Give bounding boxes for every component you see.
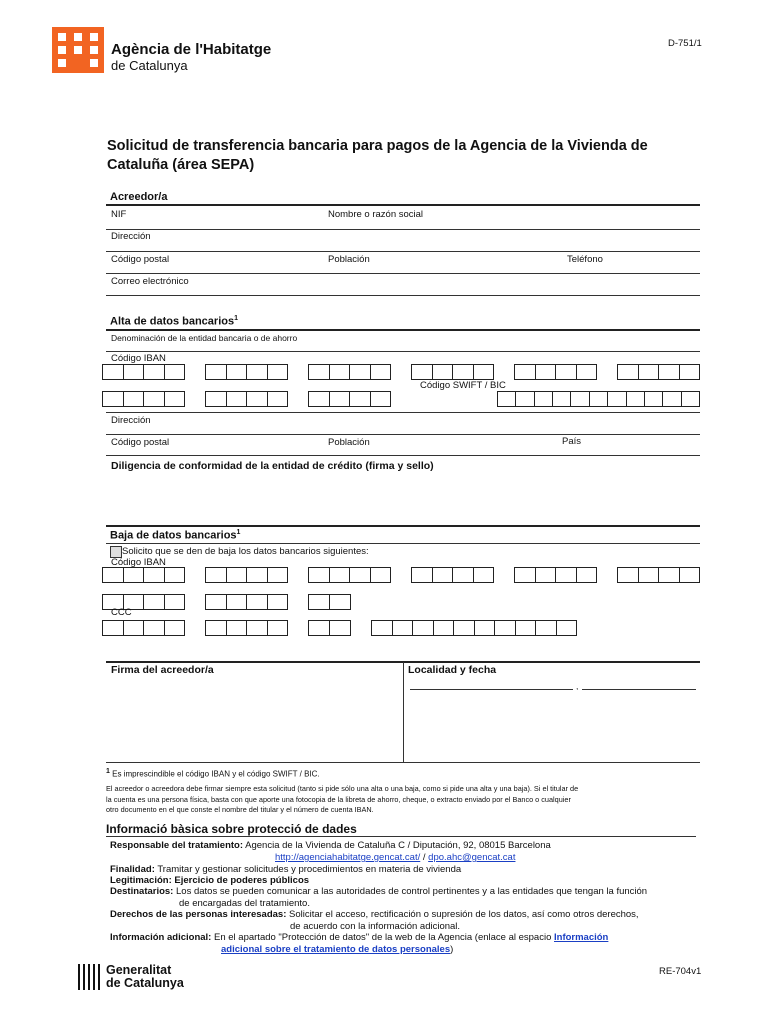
adicional-close: ) (450, 944, 454, 955)
alta-codigo-postal-label: Código postal (111, 437, 170, 448)
proteccion-heading: Informació bàsica sobre protecció de dades (106, 822, 357, 836)
firma-vertical-divider (403, 662, 404, 762)
iban-input-group-6[interactable] (617, 364, 700, 380)
alta-poblacion-label: Población (328, 437, 370, 448)
baja-iban-group-5[interactable] (514, 567, 597, 583)
diligencia-label: Diligencia de conformidad de la entidad de crédito (firma y sello) (111, 460, 434, 472)
divider (106, 762, 700, 763)
derechos-text: Solicitar el acceso, rectificación o supresión de los datos, así como otros derechos, (289, 909, 639, 920)
divider (106, 204, 700, 206)
divider (106, 329, 700, 331)
generalitat-line2: de Catalunya (106, 976, 184, 990)
responsable-row (110, 840, 551, 851)
baja-iban-group-4[interactable] (411, 567, 494, 583)
baja-iban-group-8[interactable] (205, 594, 288, 610)
fecha-line (582, 689, 696, 690)
org-name-line1: Agència de l'Habitatge (111, 41, 272, 58)
alta-direccion-label: Dirección (111, 415, 151, 426)
footnote (106, 768, 320, 779)
link-separator: / (422, 852, 426, 863)
adicional-row (110, 932, 608, 943)
adicional-row-2 (221, 944, 453, 955)
footnote-text: Es imprescindible el código IBAN y el código SWIFT / BIC. (112, 769, 320, 779)
iban-input-group-3[interactable] (308, 364, 391, 380)
iban-input-group-2[interactable] (205, 364, 288, 380)
responsable-text: Agencia de la Vivienda de Cataluña C / Diputación, 92, 08015 Barcelona (245, 840, 551, 851)
baja-iban-label: Código IBAN (111, 557, 166, 568)
generalitat-logo-icon (78, 964, 100, 990)
baja-heading-text: Baja de datos bancarios (110, 529, 237, 542)
iban-input-group-7[interactable] (102, 391, 185, 407)
ccc-oficina[interactable] (205, 620, 288, 636)
finalidad-text: Tramitar y gestionar solicitudes y procedimientos en materia de vivienda (157, 864, 462, 875)
generalitat-name (106, 964, 184, 990)
informacion-adicional-link-2[interactable]: adicional sobre el tratamiento de datos personales (221, 944, 451, 955)
destinatarios-row (110, 886, 647, 897)
generalitat-line1: Generalitat (106, 963, 172, 977)
finalidad-label: Finalidad: (110, 864, 155, 875)
poblacion-label: Población (328, 254, 370, 265)
firma-label: Firma del acreedor/a (111, 664, 214, 676)
localidad-label: Localidad y fecha (408, 664, 497, 676)
iban-label: Código IBAN (111, 353, 166, 364)
baja-iban-group-2[interactable] (205, 567, 288, 583)
localidad-comma: , (576, 681, 579, 691)
telefono-label: Teléfono (567, 254, 603, 265)
divider (106, 251, 700, 252)
divider (106, 273, 700, 274)
divider (106, 412, 700, 413)
baja-iban-group-1[interactable] (102, 567, 185, 583)
links-row (275, 852, 515, 863)
footnote-ref: 1 (234, 315, 238, 322)
ccc-entidad[interactable] (102, 620, 185, 636)
footnote-number: 1 (106, 768, 110, 775)
derechos-label: Derechos de las personas interesadas: (110, 909, 287, 920)
divider (106, 543, 700, 544)
ccc-cuenta[interactable] (371, 620, 577, 636)
footnote-ref: 1 (236, 529, 241, 536)
divider (106, 351, 700, 352)
ccc-dc[interactable] (308, 620, 351, 636)
destinatarios-row-2: de encargadas del tratamiento. (179, 898, 310, 909)
legitimacion-row (110, 875, 309, 886)
nif-label: NIF (111, 209, 127, 220)
page-title (107, 137, 648, 175)
alta-heading (110, 315, 238, 328)
iban-input-group-4[interactable] (411, 364, 494, 380)
iban-input-group-9[interactable] (308, 391, 391, 407)
divider (106, 295, 700, 296)
form-code: D-751/1 (668, 38, 702, 49)
destinatarios-text: Los datos se pueden comunicar a las autoridades de control pertinentes y a las entidades que tengan la función (176, 886, 648, 897)
footer-code: RE-704v1 (659, 966, 702, 977)
baja-iban-group-6[interactable] (617, 567, 700, 583)
denominacion-label: Denominación de la entidad bancaria o de ahorro (111, 333, 298, 343)
notes-line3: otro documento en el que conste el nombre del titular y el número de cuenta IBAN. (106, 805, 374, 814)
notes-paragraph (106, 784, 578, 816)
pais-label: País (562, 436, 582, 447)
divider (106, 836, 696, 837)
localidad-line (410, 689, 573, 690)
title-line1: Solicitud de transferencia bancaria para pagos de la Agencia de la Vivienda de (107, 138, 648, 154)
agency-web-link[interactable]: http://agenciahabitatge.gencat.cat/ (275, 852, 421, 863)
adicional-text: En el apartado "Protección de datos" de la web de la Agencia (enlace al espacio (214, 932, 552, 943)
swift-label: Código SWIFT / BIC (420, 380, 506, 391)
ccc-label: CCC (111, 607, 132, 618)
destinatarios-label: Destinatarios: (110, 886, 174, 897)
adicional-label: Información adicional: (110, 932, 212, 943)
org-name-line2: de Catalunya (111, 58, 188, 73)
informacion-adicional-link[interactable]: Información (554, 932, 609, 943)
finalidad-row (110, 864, 461, 875)
swift-input[interactable] (497, 391, 700, 407)
responsable-label: Responsable del tratamiento: (110, 840, 244, 851)
baja-iban-group-9[interactable] (308, 594, 351, 610)
divider (106, 455, 700, 456)
solicito-label: Solicito que se den de baja los datos bancarios siguientes: (122, 546, 369, 557)
iban-input-group-5[interactable] (514, 364, 597, 380)
derechos-row-2: de acuerdo con la información adicional. (290, 921, 461, 932)
legitimacion-label: Legitimación: (110, 875, 172, 886)
baja-heading (110, 529, 240, 542)
legitimacion-text: Ejercicio de poderes públicos (174, 875, 310, 886)
iban-input-group-1[interactable] (102, 364, 185, 380)
dpo-email-link[interactable]: dpo.ahc@gencat.cat (428, 852, 516, 863)
correo-label: Correo electrónico (111, 276, 189, 287)
divider (106, 434, 700, 435)
divider (106, 229, 700, 230)
direccion-label: Dirección (111, 231, 151, 242)
acreedor-heading: Acreedor/a (110, 191, 168, 203)
iban-input-group-8[interactable] (205, 391, 288, 407)
agency-logo-icon (52, 27, 104, 73)
derechos-row (110, 909, 639, 920)
alta-heading-text: Alta de datos bancarios (110, 315, 235, 328)
divider (106, 525, 700, 527)
baja-iban-group-3[interactable] (308, 567, 391, 583)
notes-line1: El acreedor o acreedora debe firmar siempre esta solicitud (tanto si pide sólo una alta o una baja, como si pide una alta y una baja). Si el titular de (106, 784, 579, 793)
title-line2: Cataluña (área SEPA) (107, 157, 255, 173)
nombre-label: Nombre o razón social (328, 209, 424, 220)
codigo-postal-label: Código postal (111, 254, 170, 265)
notes-line2: la cuenta es una persona física, basta con que aporte una fotocopia de la libreta de ahorro, cheque, o extracto enviado por el Banco o cualquier (106, 794, 571, 804)
